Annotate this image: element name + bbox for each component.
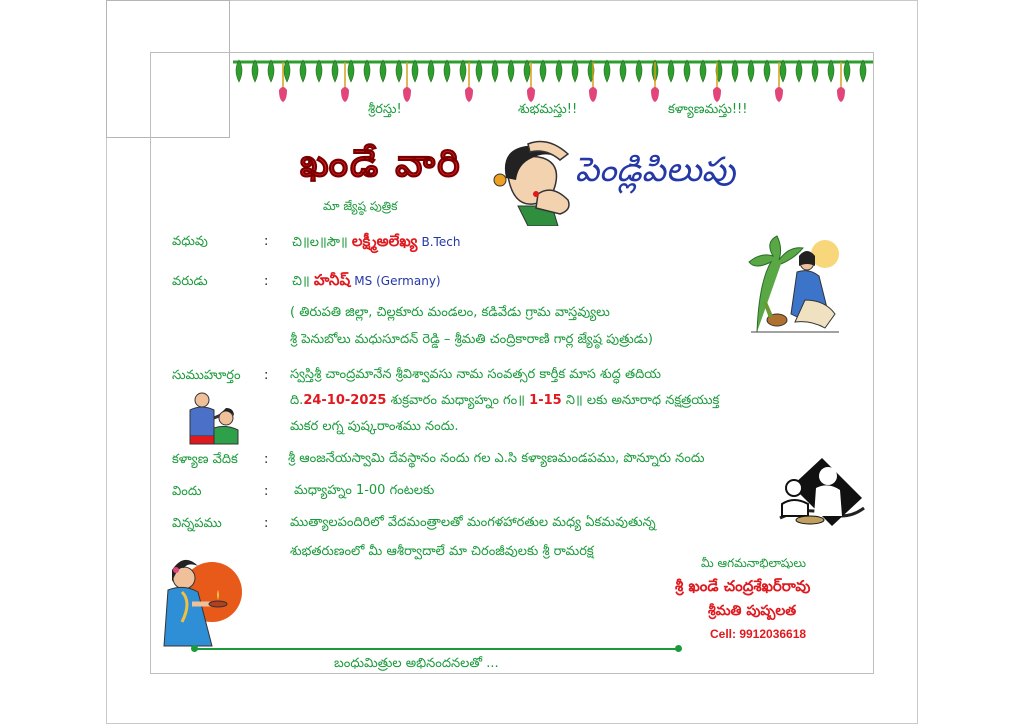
tilak-illustration: [488, 136, 578, 226]
hanging-flower: [651, 87, 659, 102]
colon: :: [264, 516, 269, 531]
venue-label: కళ్యాణ వేదిక: [172, 452, 238, 467]
bride-prefix: చి॥ల॥సౌ॥: [292, 235, 348, 250]
groom-prefix: చి॥: [292, 274, 310, 289]
bride-line: [292, 232, 460, 254]
colon: :: [264, 274, 269, 289]
bride-degree: B.Tech: [421, 235, 461, 249]
hanging-flower: [837, 87, 845, 102]
venue-value: శ్రీ ఆంజనేయస్వామి దేవస్థానం నందు గల ఎ.సి కళ్యాణమండపము, పొన్నూరు నందు: [288, 451, 705, 466]
lunch-label: విందు: [172, 484, 202, 499]
hanging-flower: [713, 87, 721, 102]
hanging-flower: [775, 87, 783, 102]
rule-dot-right: [675, 645, 682, 652]
dining-illustration: [772, 454, 866, 532]
hanging-flower: [527, 87, 535, 102]
day-time-text: శుక్రవారం మధ్యాహ్నం గం॥: [390, 393, 526, 408]
hanging-flower: [589, 87, 597, 102]
muhurtham-line2: [290, 393, 719, 411]
lunch-value: మధ్యాహ్నం 1-00 గంటలకు: [294, 483, 435, 498]
blessing-left: శ్రీరస్తు!: [368, 102, 402, 117]
blessing-center: శుభమస్తు!!: [518, 102, 578, 117]
request-line2: శుభతరుణంలో మీ ఆశీర్వాదాలే మా చిరంజీవులకు శ్రీ రామరక్ష: [290, 544, 594, 559]
muhurtham-line3: మకర లగ్న పుష్కరాంశము నందు.: [290, 419, 459, 434]
wedding-time: 1-15: [529, 393, 562, 408]
subtitle: మా జ్యేష్ఠ పుత్రిక: [323, 199, 398, 213]
host-father: శ్రీ ఖండే చంద్రశేఖర్‌రావు: [675, 577, 811, 595]
groom-name: హనీష్: [313, 271, 351, 289]
wedding-date: 24-10-2025: [303, 393, 387, 408]
lady-lamp-illustration: [162, 548, 242, 648]
muhurtham-line1: స్వస్తిశ్రీ చాంద్రమానేన శ్రీవిశ్వావసు నామ సంవత్సర కార్తీక మాస శుద్ధ తదియ: [290, 367, 661, 382]
host-mother: శ్రీమతి పుష్పలత: [708, 603, 797, 619]
request-label: విన్నపము: [172, 516, 222, 531]
bride-label: వధువు: [172, 234, 208, 249]
muhurtham-label: సుముహూర్తం: [172, 368, 241, 383]
couple-illustration: [747, 232, 843, 336]
hanging-flower: [403, 87, 411, 102]
hanging-flower: [279, 87, 287, 102]
groom-address: ( తిరుపతి జిల్లా, చిల్లకూరు మండలం, కడివేడు గ్రామ వాస్తవ్యులు: [290, 305, 610, 320]
groom-degree: MS (Germany): [354, 274, 441, 288]
family-title: ఖండే వారి: [300, 140, 462, 185]
date-prefix: ది.: [290, 393, 304, 408]
hosts-intro: మీ ఆగమనాభిలాషులు: [701, 556, 807, 570]
colon: :: [264, 234, 269, 249]
hanging-flower: [341, 87, 349, 102]
request-line1: ముత్యాలపందిరిలో వేదమంత్రాలతో మంగళహారతుల మధ్య ఏకమవుతున్న: [290, 515, 656, 530]
ritual-illustration: [184, 388, 242, 446]
contact-cell: Cell: 9912036618: [710, 627, 807, 641]
rule-dot-left: [191, 645, 198, 652]
groom-parents: శ్రీ పెనుబోలు మధుసూదన్ రెడ్డి – శ్రీమతి చంద్రికారాణి గార్ల జ్యేష్ఠ పుత్రుడు): [290, 332, 653, 347]
garland-decoration: [233, 54, 873, 106]
footer-rule: [194, 648, 678, 650]
groom-label: వరుడు: [172, 274, 208, 289]
blessing-right: కళ్యాణమస్తు!!!: [668, 102, 748, 117]
colon: :: [264, 368, 269, 383]
colon: :: [264, 452, 269, 467]
colon: :: [264, 484, 269, 499]
card-title: పెండ్లిపిలుపు: [575, 150, 736, 190]
footer-text: బంధుమిత్రుల అభినందనలతో ...: [334, 656, 499, 671]
hanging-flower: [465, 87, 473, 102]
groom-line: [292, 271, 441, 293]
bride-name: లక్ష్మీఅలేఖ్య: [351, 232, 418, 250]
nakshatra-text: ని॥ లకు అనూరాధ నక్షత్రయుక్త: [565, 393, 720, 408]
